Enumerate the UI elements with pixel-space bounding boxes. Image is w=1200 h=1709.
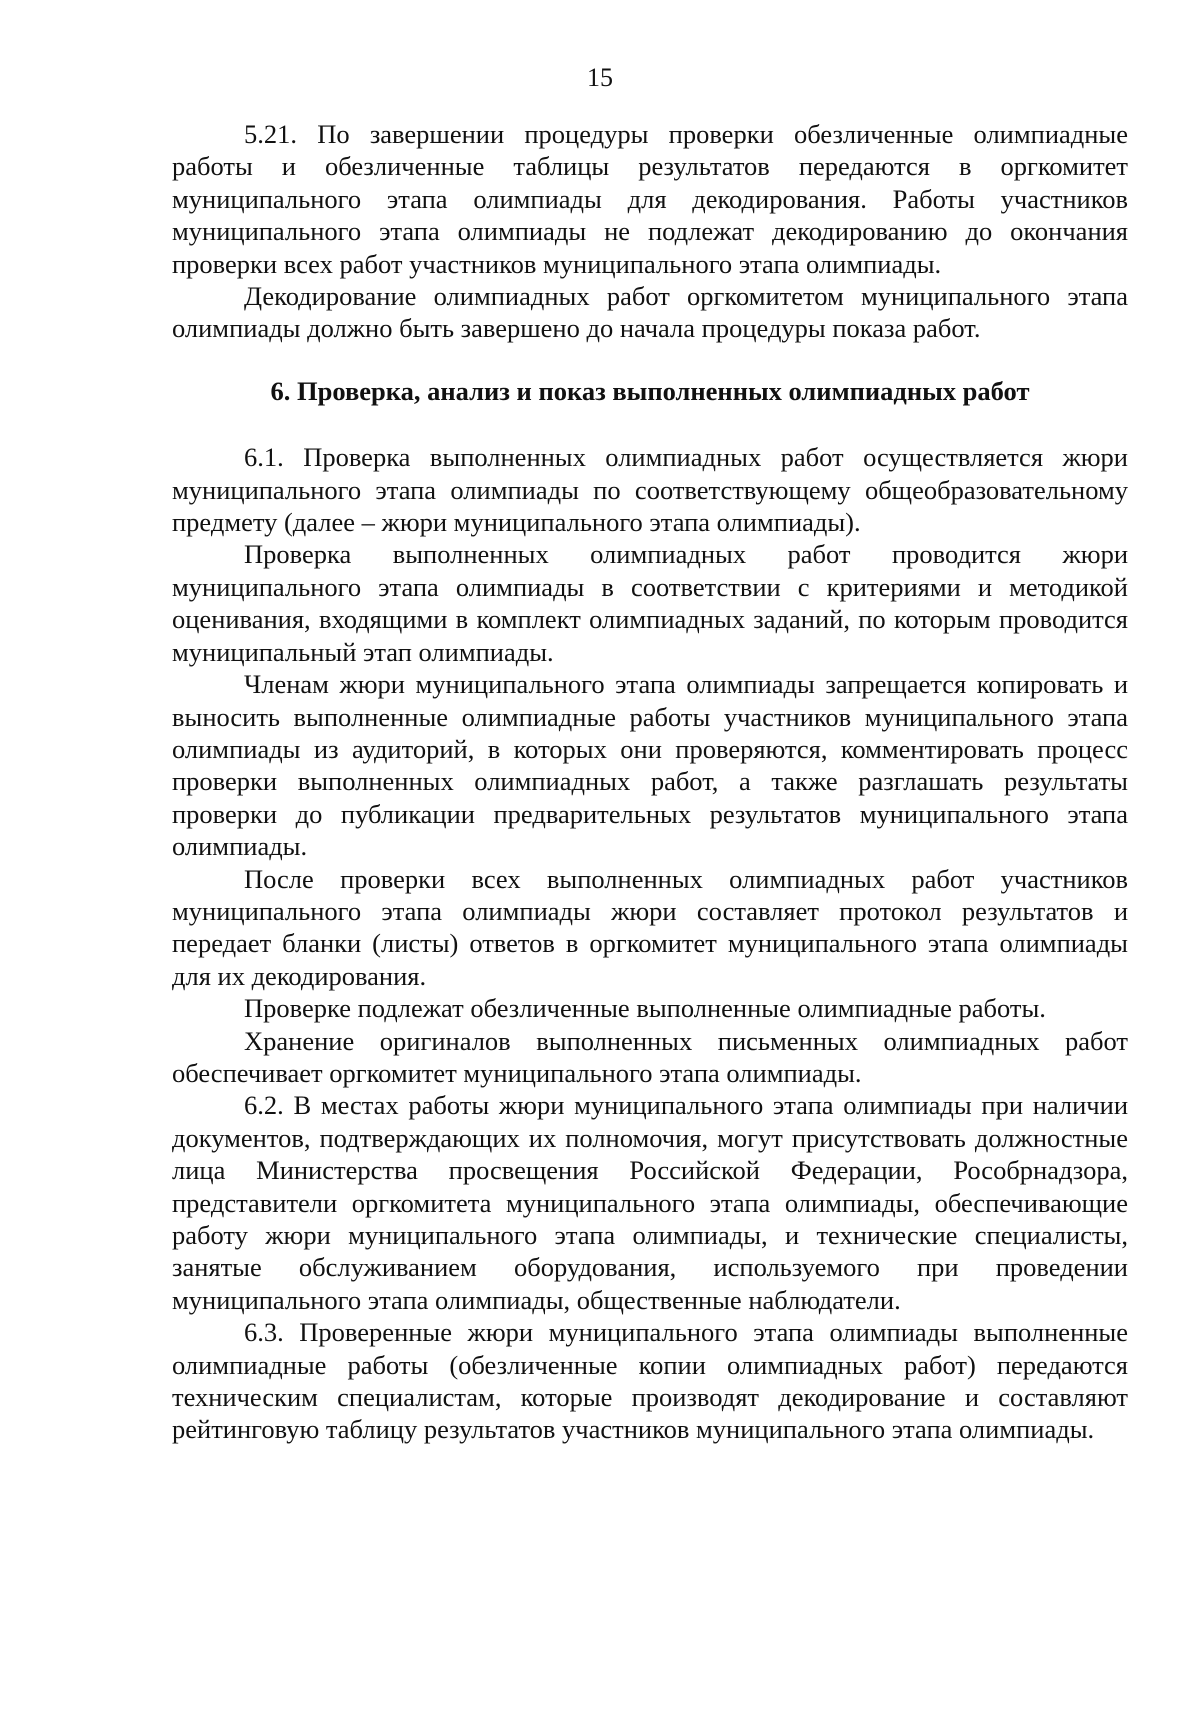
paragraph-6-3: 6.3. Проверенные жюри муниципального этапа олимпиады выполненные олимпиадные работы (обезличенные копии олимпиадных работ) передаются техническим специалистам, которые производят декодирование и составляют рейтинговую таблицу результатов участников муниципального этапа олимпиады. — [172, 1317, 1128, 1445]
paragraph-6-1: 6.1. Проверка выполненных олимпиадных работ осуществляется жюри муниципального этапа олимпиады по соответствующему общеобразовательному предмету (далее – жюри муниципального этапа олимпиады). — [172, 442, 1128, 538]
document-body — [172, 118, 1128, 1446]
section-heading-6: 6. Проверка, анализ и показ выполненных олимпиадных работ — [270, 375, 1030, 406]
paragraph-5-21: 5.21. По завершении процедуры проверки обезличенные олимпиадные работы и обезличенные таблицы результатов передаются в оргкомитет муниципального этапа олимпиады для декодирования. Работы участников муниципального этапа олимпиады не подлежат декодированию до окончания проверки всех работ участников муниципального этапа олимпиады. — [172, 119, 1128, 279]
page-number: 15 — [587, 63, 613, 92]
paragraph-protocol: После проверки всех выполненных олимпиадных работ участников муниципального этапа олимпиады жюри составляет протокол результатов и передает бланки (листы) ответов в оргкомитет муниципального этапа олимпиады для их декодирования. — [172, 863, 1128, 991]
paragraph-decoding: Декодирование олимпиадных работ оргкомитетом муниципального этапа олимпиады должно быть завершено до начала процедуры показа работ. — [172, 281, 1128, 344]
paragraph-anonymized-works: Проверке подлежат обезличенные выполненные олимпиадные работы. — [244, 993, 1046, 1024]
paragraph-check-criteria: Проверка выполненных олимпиадных работ проводится жюри муниципального этапа олимпиады в соответствии с критериями и методикой оценивания, входящими в комплект олимпиадных заданий, по которым проводится муниципальный этап олимпиады. — [172, 539, 1128, 667]
paragraph-jury-restrictions: Членам жюри муниципального этапа олимпиады запрещается копировать и выносить выполненные олимпиадные работы участников муниципального этапа олимпиады из аудиторий, в которых они проверяются, комментировать процесс проверки выполненных олимпиадных работ, а также разглашать результаты проверки до публикации предварительных результатов муниципального этапа олимпиады. — [172, 669, 1128, 862]
paragraph-storage: Хранение оригиналов выполненных письменных олимпиадных работ обеспечивает оргкомитет муниципального этапа олимпиады. — [172, 1025, 1128, 1088]
paragraph-6-2: 6.2. В местах работы жюри муниципального этапа олимпиады при наличии документов, подтверждающих их полномочия, могут присутствовать должностные лица Министерства просвещения Российской Федерации, Рособрнадзора, представители оргкомитета муниципального этапа олимпиады, обеспечивающие работу жюри муниципального этапа олимпиады, и технические специалисты, занятые обслуживанием оборудования, используемого при проведении муниципального этапа олимпиады, общественные наблюдатели. — [172, 1090, 1128, 1315]
